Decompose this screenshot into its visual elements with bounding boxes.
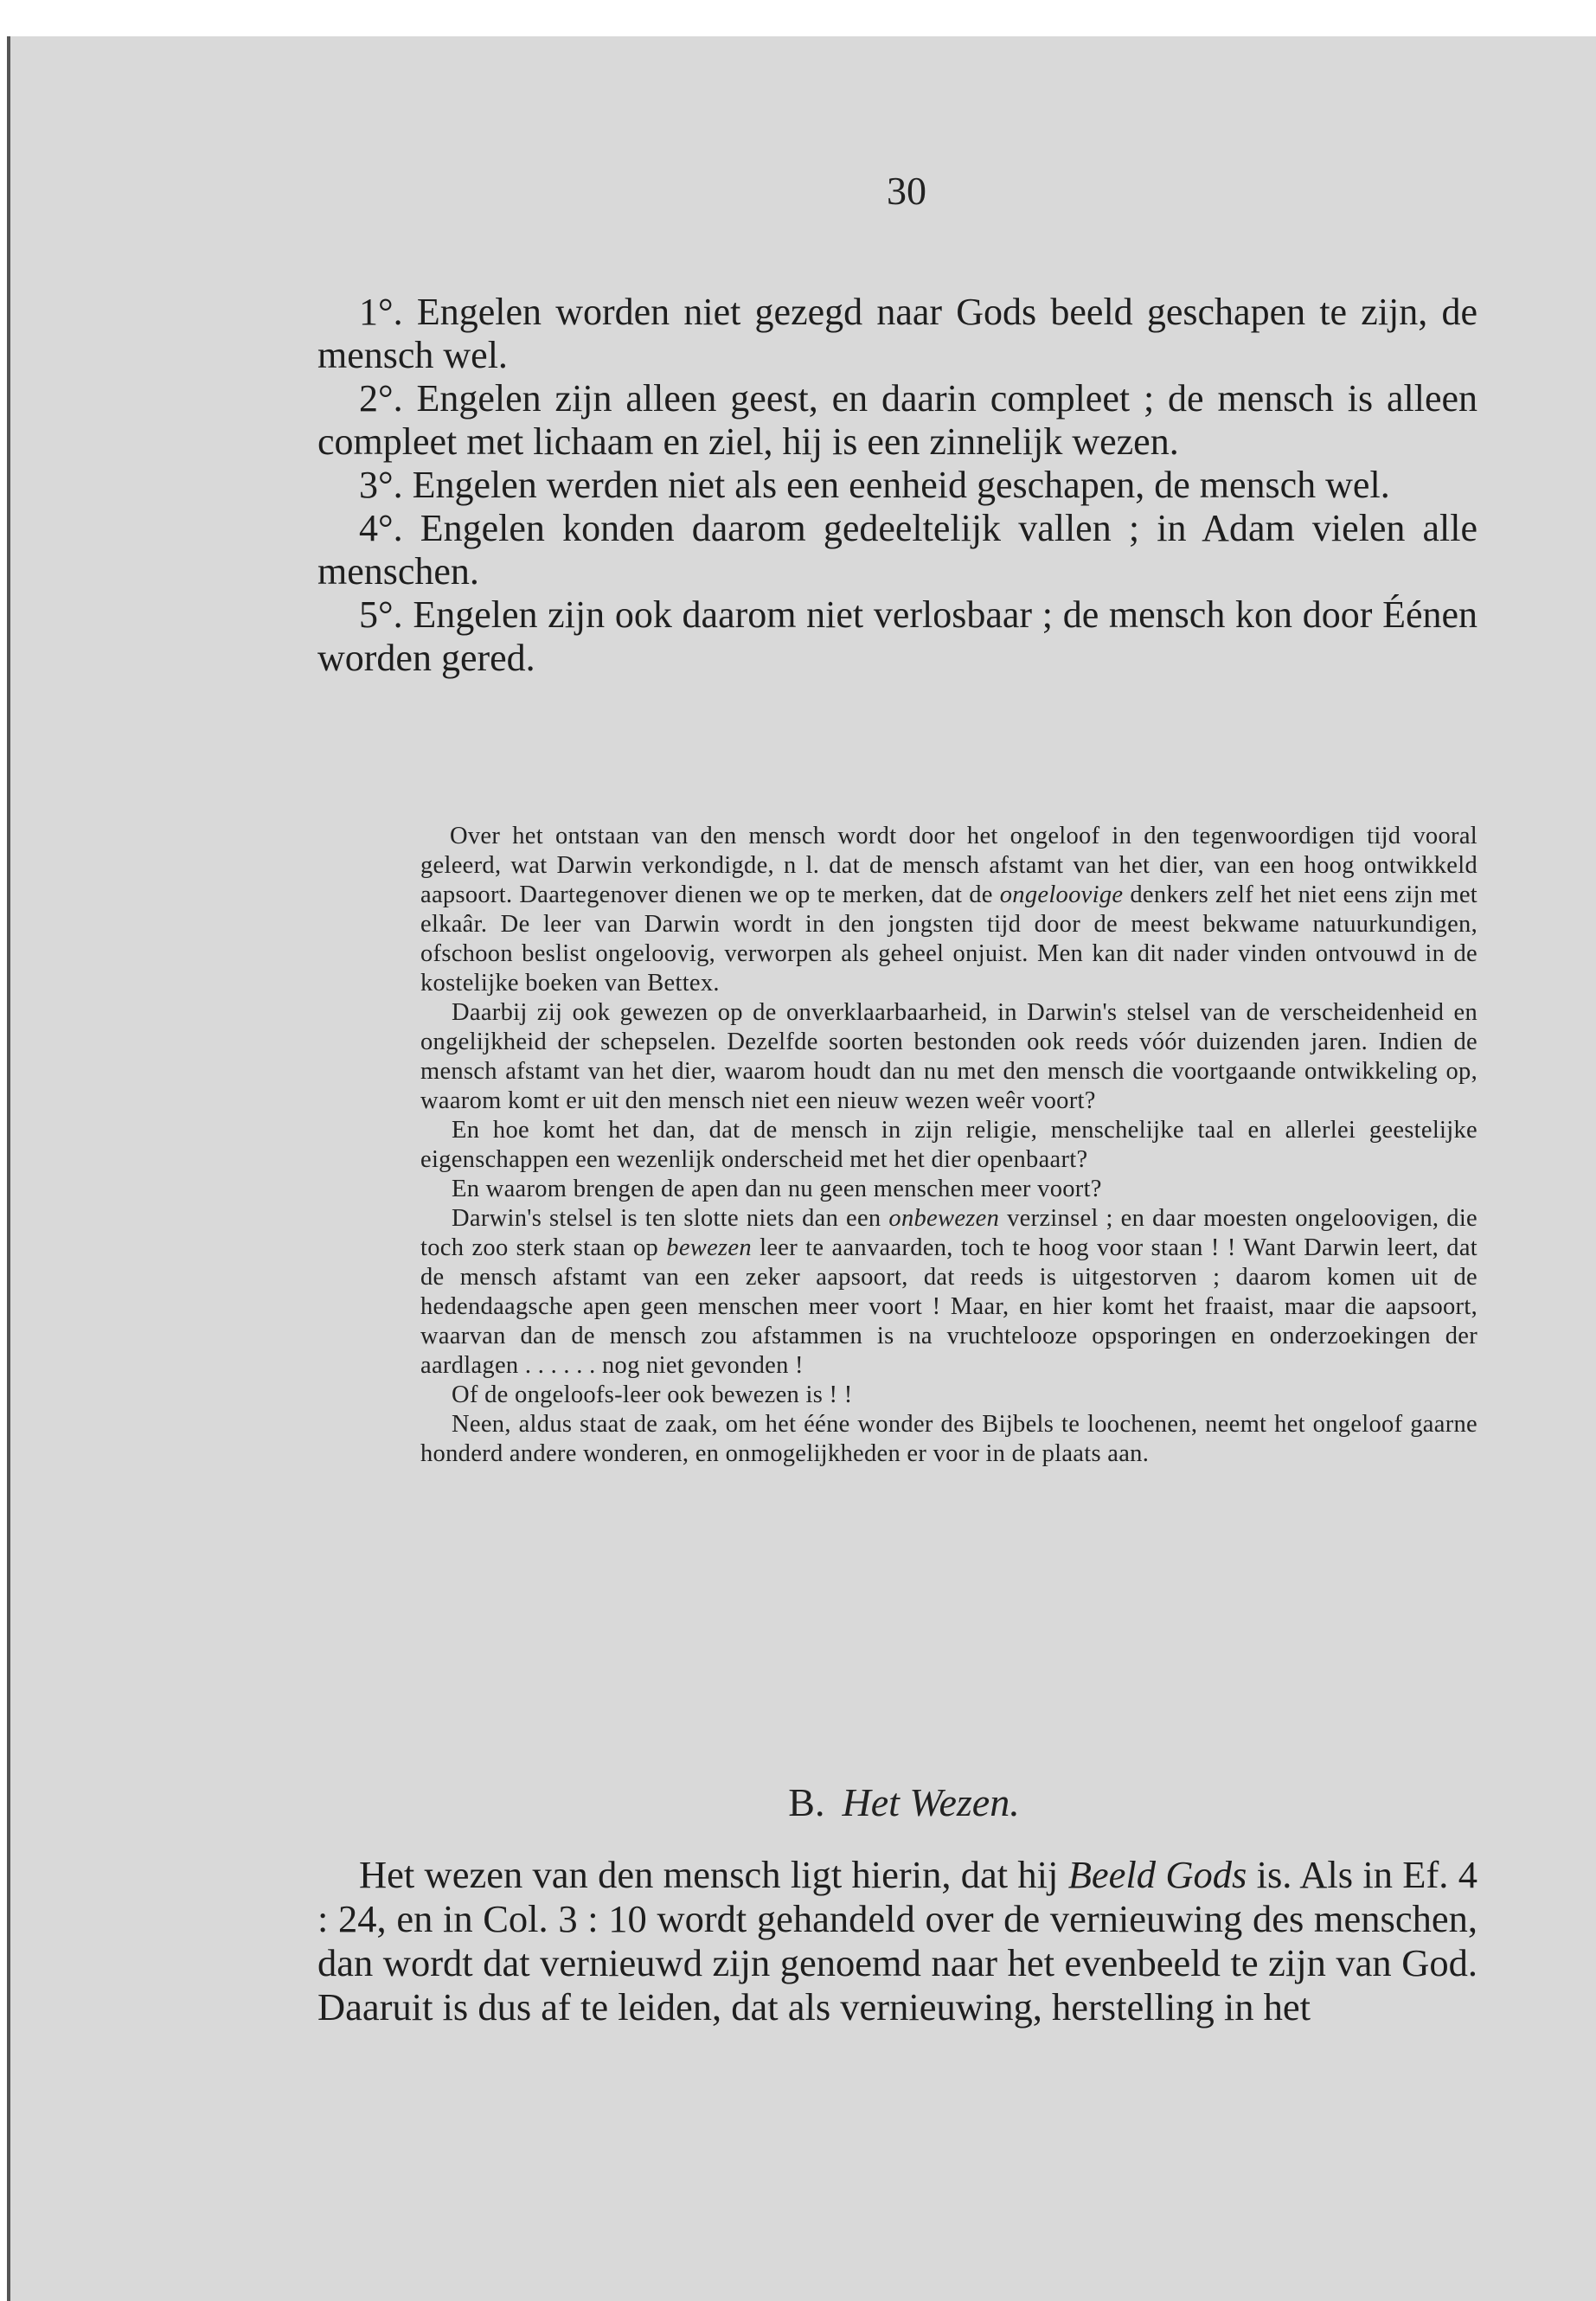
list-marker: 5°. <box>359 593 403 636</box>
note-paragraph: Darwin's stelsel is ten slotte niets dan een onbewezen verzinsel ; en daar moesten ongeloovigen, die toch zoo sterk staan op bewezen leer te aanvaarden, toch te hoog voor staan ! ! Want Darwin leert, dat de mensch afstamt van een zeker aapsoort, dat reeds is uitgestorven ; daarom komen uit de hedendaagsche apen geen menschen meer voort ! Maar, en hier komt het fraaist, maar die aapsoort, waarvan dan de mensch zou afstammen is na vruchtelooze opsporingen en onderzoekingen der aardlagen . . . . . . nog niet gevonden ! <box>420 1205 1477 1379</box>
note-paragraph: Over het ontstaan van den mensch wordt door het ongeloof in den tegenwoordigen tijd vooral geleerd, wat Darwin verkondigde, n l. dat de mensch afstamt van het dier, van een hoog ontwikkeld aapsoort. Daartegenover dienen we op te merken, dat de ongeloovige denkers zelf het niet eens zijn met elkaâr. De leer van Darwin wordt in den jongsten tijd door de meest bekwame natuurkundigen, ofschoon beslist ongeloovig, verworpen als geheel onjuist. Men kan dit nader vinden ontvouwd in de kostelijke boeken van Bettex. <box>420 823 1477 997</box>
list-text: Engelen werden niet als een eenheid geschapen, de mensch wel. <box>412 464 1390 506</box>
list-marker: 3°. <box>359 464 403 506</box>
list-marker: 4°. <box>359 507 403 549</box>
section-heading <box>7 1779 1596 1825</box>
list-item <box>317 291 1477 377</box>
emphasis: Beeld Gods <box>1067 1853 1247 1896</box>
body-text <box>317 1853 1477 2029</box>
list-text: Engelen zijn ook daarom niet verlosbaar ; de mensch kon door Éénen worden gered. <box>317 593 1478 679</box>
note-paragraph: En waarom brengen de apen dan nu geen menschen meer voort? <box>452 1176 1102 1202</box>
list-item <box>317 593 1477 680</box>
section-title: Het Wezen. <box>842 1780 1020 1824</box>
section-letter: B. <box>788 1780 825 1824</box>
list-item <box>317 464 1477 507</box>
note-paragraph: Of de ongeloofs-leer ook bewezen is ! ! <box>452 1381 853 1408</box>
list-item <box>317 507 1477 593</box>
note-paragraph: Daarbij zij ook gewezen op de onverklaarbaarheid, in Darwin's stelsel van de verscheidenheid en ongelijkheid der schepselen. Dezelfde soorten bestonden ook reeds vóór duizenden jaren. Indien de mensch afstamt van het dier, waarom houdt dan nu met den mensch die voortgaande ontwikkeling op, waarom komt er uit den mensch niet een nieuw wezen weêr voort? <box>420 999 1477 1114</box>
page-edge-shadow <box>7 36 10 2301</box>
note-paragraph: Neen, aldus staat de zaak, om het ééne wonder des Bijbels te loochenen, neemt het ongeloof gaarne honderd andere wonderen, en onmogelijkheden er voor in de plaats aan. <box>420 1411 1477 1467</box>
emphasis: ongeloovige <box>999 881 1124 908</box>
list-text: Engelen worden niet gezegd naar Gods beeld geschapen te zijn, de mensch wel. <box>317 291 1478 376</box>
list-marker: 2°. <box>359 377 403 420</box>
numbered-list <box>317 291 1477 680</box>
body-paragraph: Het wezen van den mensch ligt hierin, dat hij Beeld Gods is. Als in Ef. 4 : 24, en in Col. 3 : 10 wordt gehandeld over de vernieuwing des menschen, dan wordt dat vernieuwd zijn genoemd naar het evenbeeld te zijn van God. Daaruit is dus af te leiden, dat als vernieuwing, herstelling in het <box>317 1853 1477 2029</box>
footnote-block <box>420 822 1477 1469</box>
list-text: Engelen zijn alleen geest, en daarin compleet ; de mensch is alleen compleet met lichaam en ziel, hij is een zinnelijk wezen. <box>317 377 1478 463</box>
emphasis: onbewezen <box>888 1205 1000 1232</box>
scanned-page <box>7 36 1596 2301</box>
list-text: Engelen konden daarom gedeeltelijk vallen ; in Adam vielen alle menschen. <box>317 507 1477 593</box>
emphasis: bewezen <box>666 1234 752 1261</box>
note-paragraph: En hoe komt het dan, dat de mensch in zijn religie, menschelijke taal en allerlei geestelijke eigenschappen een wezenlijk onderscheid met het dier openbaart? <box>420 1117 1477 1173</box>
list-item <box>317 377 1477 464</box>
page-number: 30 <box>887 169 926 213</box>
list-marker: 1°. <box>359 291 403 333</box>
